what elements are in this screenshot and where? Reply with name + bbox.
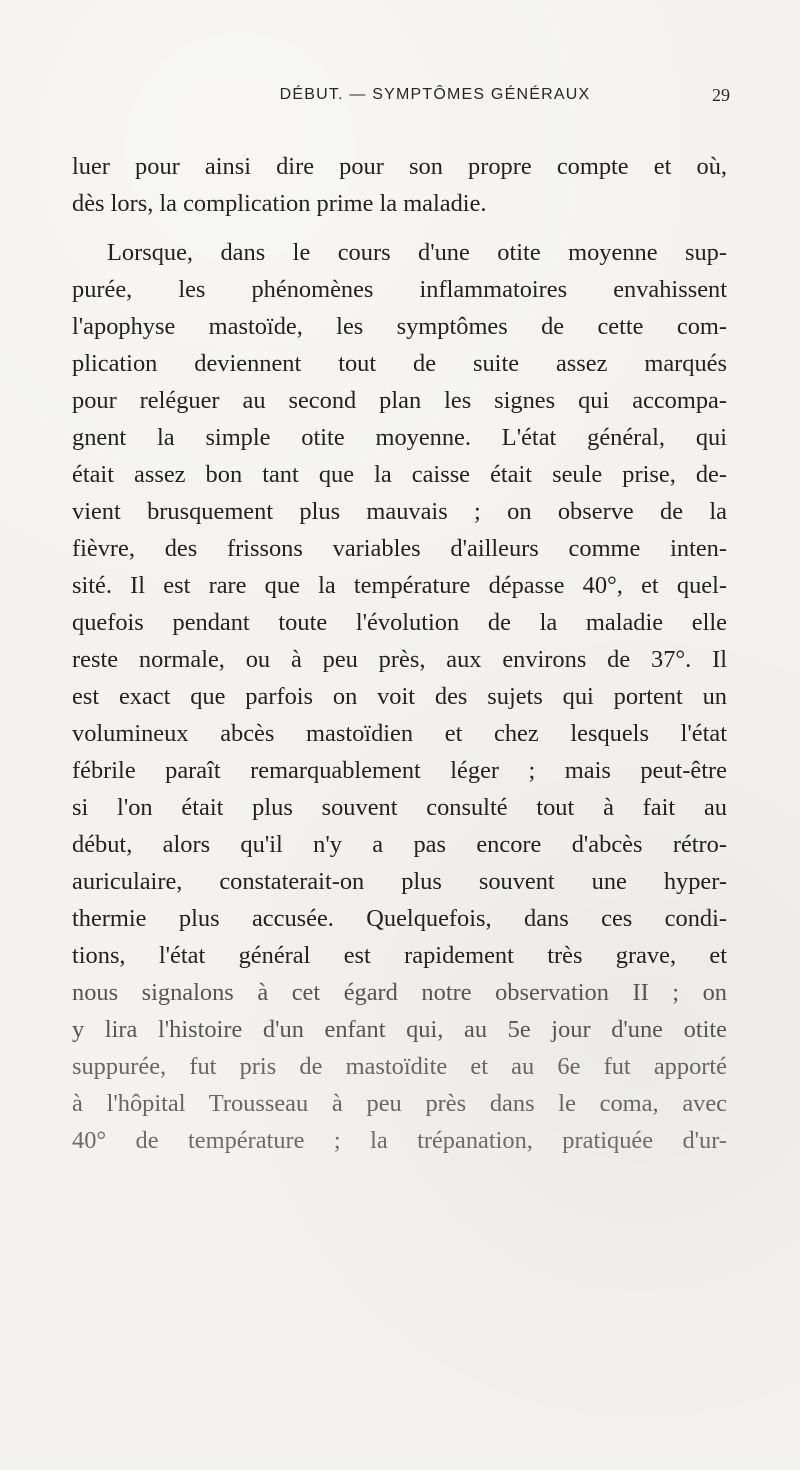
running-head [0, 86, 800, 110]
text-line: dès lors, la complication prime la maladie. [72, 190, 487, 217]
text-line: vient brusquement plus mauvais ; on observe de la [72, 498, 727, 525]
text-line: suppurée, fut pris de mastoïdite et au 6e fut apporté [72, 1053, 727, 1080]
text-line: début, alors qu'il n'y a pas encore d'abcès rétro- [72, 831, 727, 858]
text-line: purée, les phénomènes inflammatoires envahissent [72, 276, 727, 303]
text-line: l'apophyse mastoïde, les symptômes de cette com- [72, 313, 727, 340]
text-line: y lira l'histoire d'un enfant qui, au 5e jour d'une otite [72, 1016, 727, 1043]
paragraph-gap [72, 222, 727, 234]
text-line: quefois pendant toute l'évolution de la maladie elle [72, 609, 727, 636]
text-line: fébrile paraît remarquablement léger ; mais peut-être [72, 757, 727, 784]
page-number: 29 [712, 85, 730, 105]
text-line: si l'on était plus souvent consulté tout à fait au [72, 794, 727, 821]
text-line: gnent la simple otite moyenne. L'état général, qui [72, 424, 727, 451]
text-line: était assez bon tant que la caisse était seule prise, de- [72, 461, 727, 488]
text-line: reste normale, ou à peu près, aux environs de 37°. Il [72, 646, 727, 673]
running-title: DÉBUT. — SYMPTÔMES GÉNÉRAUX [279, 86, 591, 103]
text-line: plication deviennent tout de suite assez marqués [72, 350, 727, 377]
body-text [72, 148, 727, 1448]
text-line: pour reléguer au second plan les signes qui accompa- [72, 387, 727, 414]
text-line: est exact que parfois on voit des sujets qui portent un [72, 683, 727, 710]
text-line: 40° de température ; la trépanation, pratiquée d'ur- [72, 1127, 727, 1154]
text-line: Lorsque, dans le cours d'une otite moyenne sup- [107, 239, 727, 266]
text-line: à l'hôpital Trousseau à peu près dans le coma, avec [72, 1090, 727, 1117]
text-line: tions, l'état général est rapidement très grave, et [72, 942, 727, 969]
text-line: volumineux abcès mastoïdien et chez lesquels l'état [72, 720, 727, 747]
text-line: sité. Il est rare que la température dépasse 40°, et quel- [72, 572, 727, 599]
text-line: auriculaire, constaterait-on plus souvent une hyper- [72, 868, 727, 895]
text-line: thermie plus accusée. Quelquefois, dans ces condi- [72, 905, 727, 932]
text-line: fièvre, des frissons variables d'ailleurs comme inten- [72, 535, 727, 562]
text-line: luer pour ainsi dire pour son propre compte et où, [72, 153, 727, 180]
text-line: nous signalons à cet égard notre observation II ; on [72, 979, 727, 1006]
